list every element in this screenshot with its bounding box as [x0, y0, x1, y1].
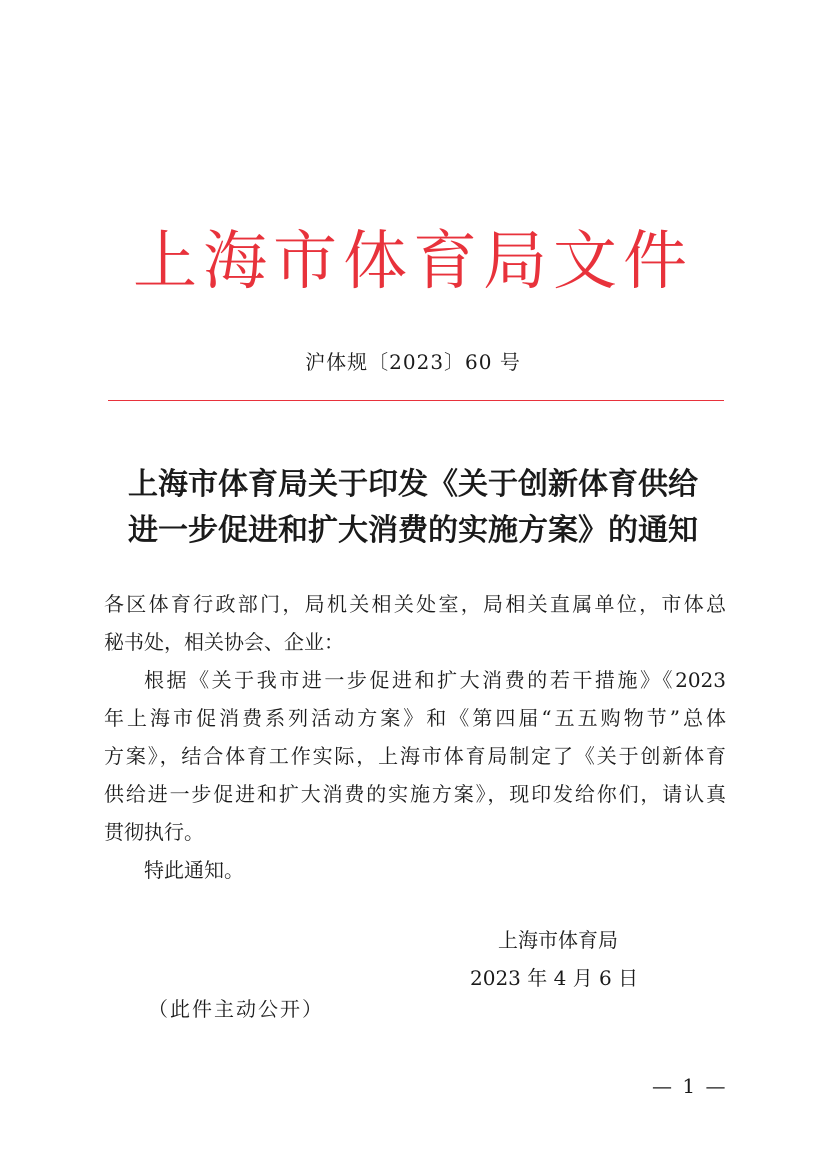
red-divider-line	[108, 400, 724, 401]
paragraph-line-3: 方案》，结合体育工作实际，上海市体育局制定了《关于创新体育	[104, 744, 726, 768]
paragraph-line-4: 供给进一步促进和扩大消费的实施方案》，现印发给你们，请认真	[104, 782, 726, 806]
public-disclosure-note: （此件主动公开）	[148, 997, 324, 1021]
closing-line: 特此通知。	[144, 858, 244, 882]
signature-block	[470, 921, 670, 997]
document-title	[60, 462, 766, 554]
paragraph-line-1: 根据《关于我市进一步促进和扩大消费的若干措施》《2023	[144, 668, 726, 692]
document-body	[104, 585, 726, 889]
paragraph-line-5: 贯彻执行。	[104, 820, 204, 844]
document-number: 沪体规〔2023〕60 号	[305, 350, 521, 374]
signature-date: 2023 年 4 月 6 日	[470, 966, 639, 990]
paragraph-line-2: 年上海市促消费系列活动方案》和《第四届“五五购物节”总体	[104, 706, 726, 730]
page-number: — 1 —	[652, 1074, 728, 1098]
document-header-title: 上海市体育局文件	[133, 225, 693, 299]
signature-org: 上海市体育局	[498, 928, 618, 952]
document-title-line-2: 进一步促进和扩大消费的实施方案》的通知	[128, 513, 698, 548]
document-title-line-1: 上海市体育局关于印发《关于创新体育供给	[128, 467, 698, 502]
addressee-line-1: 各区体育行政部门，局机关相关处室，局相关直属单位，市体总	[104, 592, 726, 616]
addressee-line-2: 秘书处，相关协会、企业：	[104, 630, 344, 654]
